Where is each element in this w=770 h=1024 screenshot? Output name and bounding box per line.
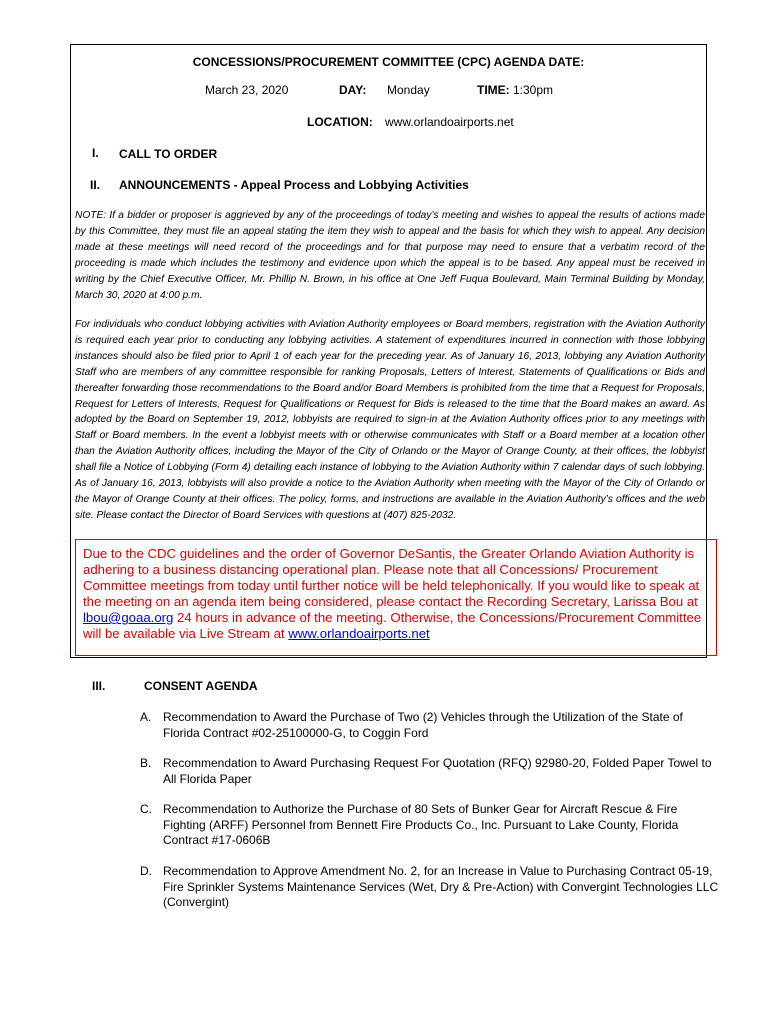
day-label: DAY:	[339, 83, 367, 97]
meeting-date: March 23, 2020	[205, 83, 289, 97]
consent-item-letter: D.	[140, 864, 152, 878]
consent-item-letter: B.	[140, 756, 152, 770]
consent-item-letter: C.	[140, 802, 152, 816]
consent-item-text: Recommendation to Authorize the Purchase of 80 Sets of Bunker Gear for Aircraft Rescue & Fire Fighting (ARFF) Personnel from Bennett Fire Products Co., Inc. Pursuant to Lake County, Florida Contract #17-0606B	[163, 802, 679, 847]
agenda-header-box	[70, 44, 707, 136]
agenda-title: CONCESSIONS/PROCUREMENT COMMITTEE (CPC) AGENDA DATE:	[192, 55, 585, 69]
consent-item-text: Recommendation to Award Purchasing Request For Quotation (RFQ) 92980-20, Folded Paper Towel to All Florida Paper	[163, 756, 712, 786]
meeting-location: www.orlandoairports.net	[385, 115, 514, 129]
meeting-day: Monday	[387, 83, 430, 97]
section-3-title: CONSENT AGENDA	[144, 679, 258, 693]
appeal-note: NOTE: If a bidder or proposer is aggrieved by any of the proceedings of today’s meeting and wishes to appeal the results of actions made by this Committee, they must file an appeal stating the item they wish to appeal and the basis for which they wish to appeal. Any decision made at these meetings will need record of the proceedings and for that purpose may need to ensure that a verbatim record of the proceeding is made which includes the testimony and evidence upon which the appeal is to be based. Any appeal must be received in writing by the Chief Executive Officer, Mr. Phillip N. Brown, in his office at One Jeff Fuqua Boulevard, Main Terminal Building by Monday, March 30, 2020 at 4:00 p.m.	[75, 210, 705, 301]
meeting-time: 1:30pm	[513, 83, 554, 97]
lobbying-note: For individuals who conduct lobbying activities with Aviation Authority employees or Board members, registration with the Aviation Authority is required each year prior to conducting any lobbying activities. A statement of expenditures incurred in connection with those lobbying instances should also be filed prior to April 1 of each year for the preceding year. As of January 16, 2013, lobbying any Aviation Authority Staff who are members of any committee responsible for ranking Proposals, Letters of Interest, Statements of Qualifications or Bids and thereafter forwarding those recommendations to the Board and/or Board Members is prohibited from the time that a Request for Proposals, Request for Letters of Interests, Request for Qualifications or Request for Bids is released to the time that the Board makes an award. As adopted by the Board on September 19, 2012, lobbyists are required to sign-in at the Aviation Authority offices prior to any meetings with Staff or Board members. In the event a lobbyist meets with or otherwise communicates with Staff or a Board member at a location other than the Aviation Authority offices, including the Mayor of the City of Orlando or the Mayor of Orange County, at their offices, the lobbyist shall file a Notice of Lobbying (Form 4) detailing each instance of lobbying to the Aviation Authority within 7 calendar days of such lobbying. As of January 16, 2013, lobbyists will also provide a notice to the Aviation Authority when meeting with the Mayor of the City of Orlando or the Mayor of Orange County at their offices. The policy, forms, and instructions are available in the Aviation Authority’s offices and the web site. Please contact the Director of Board Services with questions at (407) 825-2032.	[75, 319, 705, 521]
section-3-numeral: III.	[92, 679, 106, 693]
consent-item-text: Recommendation to Award the Purchase of Two (2) Vehicles through the Utilization of the State of Florida Contract #02-25100000-G, to Coggin Ford	[163, 710, 683, 740]
consent-item	[140, 710, 720, 741]
notice-text-b: 24 hours in advance of the meeting. Otherwise, the Concessions/Procurement Committee will be available via Live Stream at	[83, 610, 702, 641]
consent-item	[140, 756, 720, 787]
location-label: LOCATION:	[307, 115, 373, 129]
section-2-numeral: II.	[90, 178, 101, 192]
section-1-title: CALL TO ORDER	[119, 147, 218, 161]
consent-item	[140, 864, 720, 911]
email-link[interactable]: lbou@goaa.org	[83, 610, 174, 625]
section-1-numeral: I.	[92, 146, 99, 160]
notice-text-a: Due to the CDC guidelines and the order of Governor DeSantis, the Greater Orlando Aviation Authority is adhering to a business distancing operational plan. Please note that all Concessions/ Procurement Committee meetings from today until further notice will be held telephonically. If you would like to speak at the meeting on an agenda item being considered, please contact the Recording Secretary, Larissa Bou at	[83, 546, 700, 609]
consent-item-letter: A.	[140, 710, 152, 724]
consent-item-text: Recommendation to Approve Amendment No. 2, for an Increase in Value to Purchasing Contract 05-19, Fire Sprinkler Systems Maintenance Services (Wet, Dry & Pre-Action) with Convergint Technologies LLC (Convergint)	[163, 864, 719, 909]
section-2-title: ANNOUNCEMENTS - Appeal Process and Lobbying Activities	[119, 178, 469, 192]
consent-item	[140, 802, 720, 849]
covid-notice	[83, 546, 715, 642]
time-label: TIME:	[477, 83, 510, 97]
live-stream-link[interactable]: www.orlandoairports.net	[288, 626, 430, 641]
